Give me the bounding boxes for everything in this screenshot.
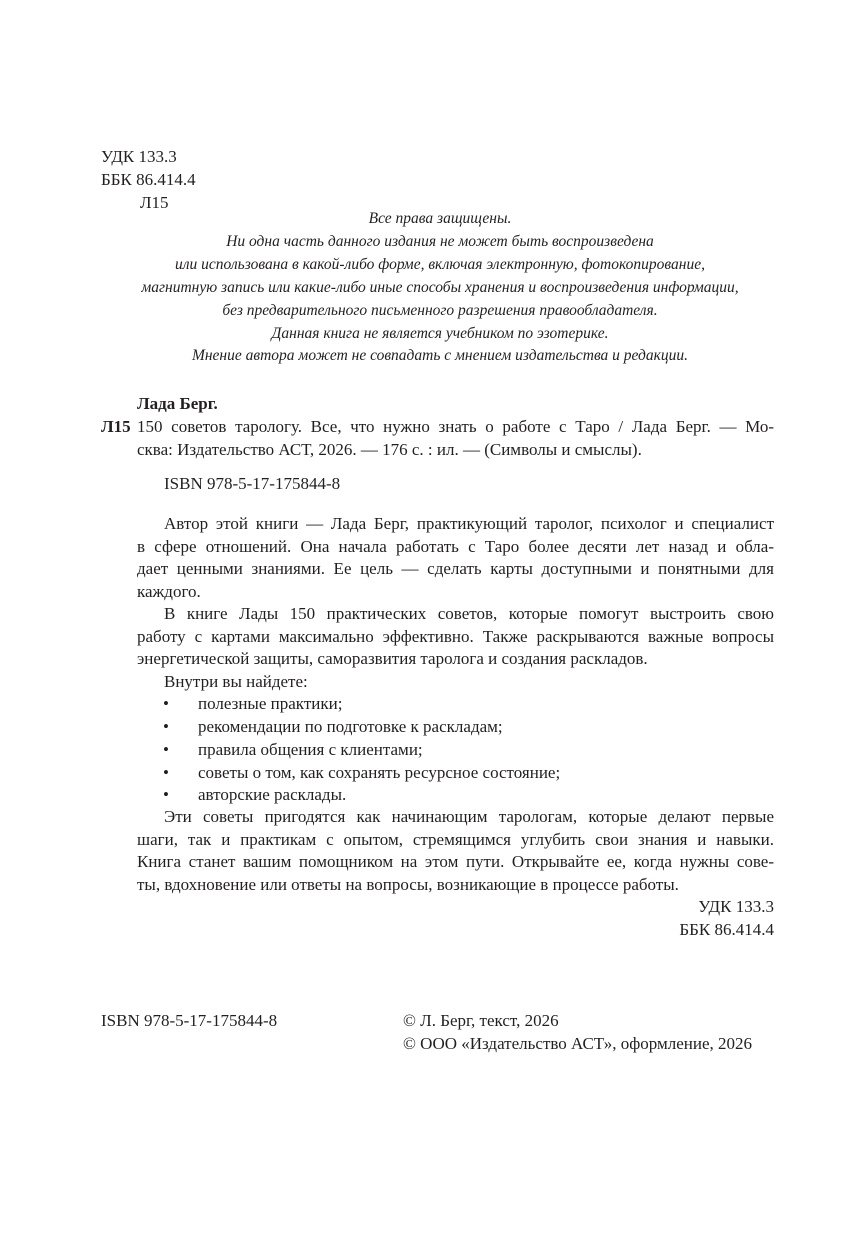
bibliography-isbn: ISBN 978-5-17-175844-8 [164,474,341,493]
rights-notice [60,208,820,368]
bullet-icon: • [163,717,169,736]
rights-line: Мнение автора может не совпадать с мнением издательства и редакции. [191,347,689,365]
rights-line: Ни одна часть данного издания не может быть воспроизведена [226,232,654,250]
annotation-line: Эти советы пригодятся как начинающим тарологам, которые делают первые [164,807,774,826]
annotation-line: В книге Лады 150 практических советов, которые помогут выстроить свою [164,604,774,623]
bibliography-line: 150 советов тарологу. Все, что нужно знать о работе с Таро / Лада Берг. — Мо- [137,417,774,436]
udk-code: УДК 133.3 [101,147,177,166]
annotation-line: энергетической защиты, саморазвития таролога и создания раскладов. [137,649,648,668]
annotation-intro: Внутри вы найдете: [164,671,308,691]
rights-line: Все права защищены. [368,210,512,227]
annotation-line: в сфере отношений. Она начала работать с Таро более десяти лет назад и обла- [137,536,774,556]
rights-line: или использована в какой-либо форме, включая электронную, фотокопирование, [175,255,705,273]
annotation-line: каждого. [137,581,201,601]
bullet-icon: • [163,785,169,804]
author-name: Лада Берг. [137,394,218,413]
bbk-code: ББК 86.414.4 [101,170,196,189]
annotation-line: дает ценными знаниями. Ее цель — сделать карты доступными и понятными для [137,559,774,578]
bibliography-mark: Л15 [101,417,131,436]
annotation-line: шаги, так и практикам с опытом, стремящимся углубить свои знания и навыки. [137,829,774,849]
rights-line: магнитную запись или какие-либо иные способы хранения и воспроизведения информации, [141,278,739,296]
copyright-text: © Л. Берг, текст, 2026 [403,1011,559,1030]
list-item-text: правила общения с клиентами; [198,740,423,759]
bullet-icon: • [163,763,169,782]
bullet-icon: • [163,694,169,713]
bullet-icon: • [163,740,169,759]
annotation-line: ты, вдохновение или ответы на вопросы, возникающие в процессе работы. [137,874,679,894]
list-item-text: советы о том, как сохранять ресурсное состояние; [198,763,561,782]
rights-line: Данная книга не является учебником по эзотерике. [271,324,609,342]
annotation-line: Автор этой книги — Лада Берг, практикующий таролог, психолог и специалист [164,514,774,533]
annotation-paragraph-2 [137,603,774,693]
annotation-line: работу с картами максимально эффективно. Также раскрываются важные вопросы [137,626,774,646]
annotation-paragraph-3 [137,806,774,896]
annotation-udk: УДК 133.3 [698,897,774,916]
footer-isbn: ISBN 978-5-17-175844-8 [101,1011,278,1030]
list-item-text: авторские расклады. [198,785,347,804]
annotation-line: Книга станет вашим помощником на этом пути. Открывайте ее, когда нужны сове- [137,852,774,871]
bibliography-record [137,416,774,461]
list-item-text: полезные практики; [198,694,343,713]
bibliography-line: сква: Издательство АСТ, 2026. — 176 с. : ил. — (Символы и смыслы). [137,439,642,459]
author-mark: Л15 [140,193,169,212]
annotation-bbk: ББК 86.414.4 [679,920,774,939]
annotation-paragraph-1 [137,513,774,603]
copyright-design: © ООО «Издательство АСТ», оформление, 2026 [403,1034,753,1053]
rights-line: без предварительного письменного разрешения правообладателя. [222,301,658,319]
list-item-text: рекомендации по подготовке к раскладам; [198,717,503,736]
